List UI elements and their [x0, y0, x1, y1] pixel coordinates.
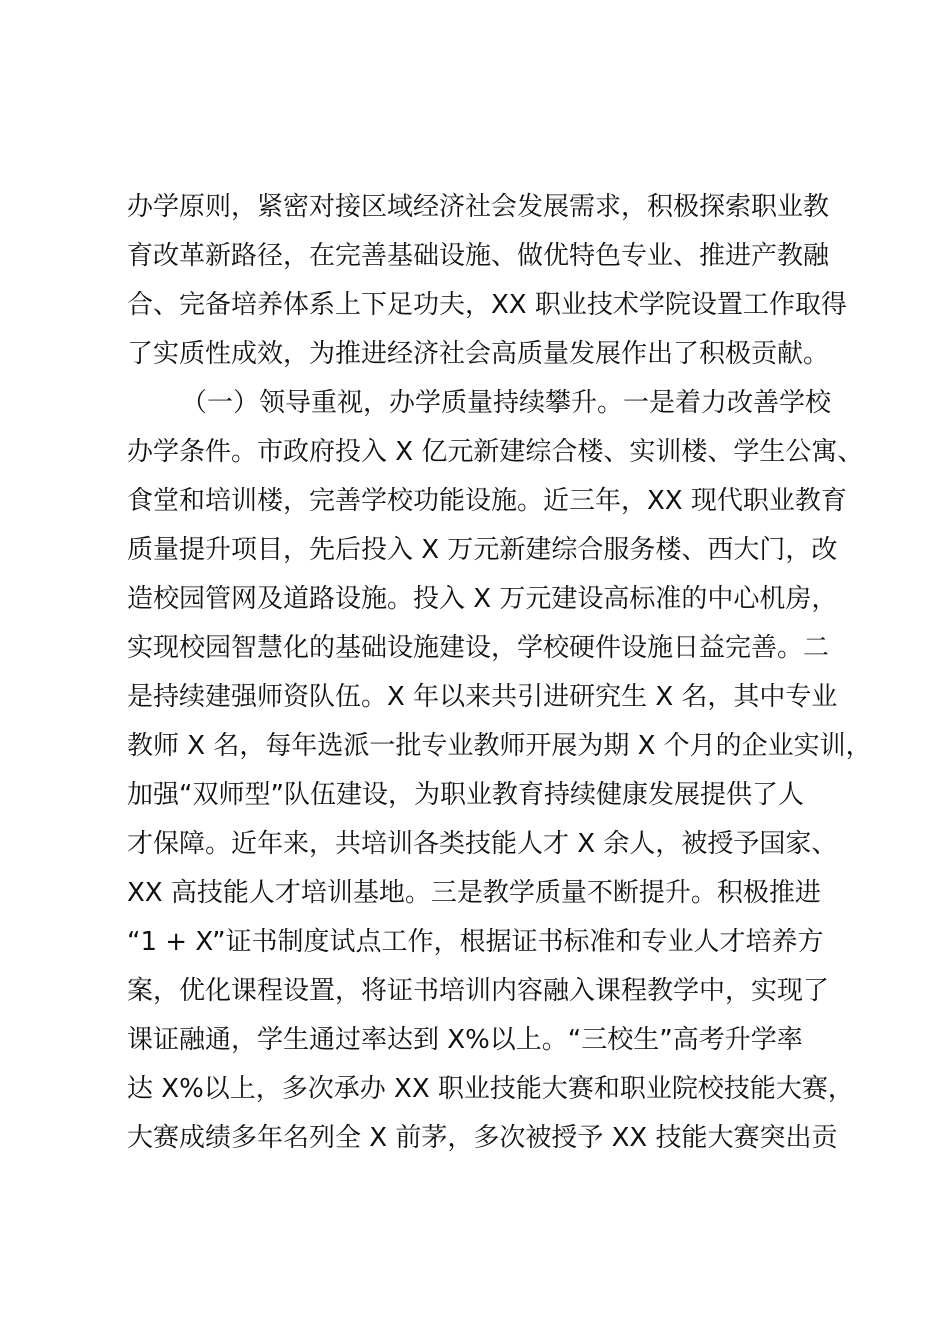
body-text [127, 185, 872, 1165]
text-line: “1 + X”证书制度试点工作，根据证书标准和专业人才培养方 [127, 927, 824, 957]
text-line: 育改革新路径，在完善基础设施、做优特色专业、推进产教融 [127, 241, 830, 271]
text-line: 造校园管网及道路设施。投入 X 万元建设高标准的中心机房， [127, 584, 838, 614]
text-line: 质量提升项目，先后投入 X 万元新建综合服务楼、西大门，改 [127, 535, 838, 565]
text-line: 食堂和培训楼，完善学校功能设施。近三年，XX 现代职业教育 [127, 486, 847, 516]
text-line: 实现校园智慧化的基础设施建设，学校硬件设施日益完善。二 [127, 633, 830, 663]
text-line: 合、完备培养体系上下足功夫，XX 职业技术学院设置工作取得 [127, 290, 847, 320]
text-line: 才保障。近年来，共培训各类技能人才 X 余人，被授予国家、 [127, 829, 838, 859]
text-line: 达 X%以上，多次承办 XX 职业技能大赛和职业院校技能大赛， [127, 1074, 854, 1104]
text-line: 是持续建强师资队伍。X 年以来共引进研究生 X 名，其中专业 [127, 682, 838, 712]
text-line: 了实质性成效，为推进经济社会高质量发展作出了积极贡献。 [127, 339, 830, 369]
text-line: 大赛成绩多年名列全 X 前茅，多次被授予 XX 技能大赛突出贡 [127, 1123, 838, 1153]
text-line: XX 高技能人才培训基地。三是教学质量不断提升。积极推进 [127, 878, 821, 908]
text-line: 加强“双师型”队伍建设，为职业教育持续健康发展提供了人 [127, 780, 804, 810]
text-line: 办学原则，紧密对接区域经济社会发展需求，积极探索职业教 [127, 192, 830, 222]
text-line: 课证融通，学生通过率达到 X%以上。“三校生”高考升学率 [127, 1025, 803, 1055]
text-line: 教师 X 名，每年选派一批专业教师开展为期 X 个月的企业实训， [127, 731, 872, 761]
text-line: 办学条件。市政府投入 X 亿元新建综合楼、实训楼、学生公寓、 [127, 437, 864, 467]
text-line: 案，优化课程设置，将证书培训内容融入课程教学中，实现了 [127, 976, 830, 1006]
section-heading-line: （一）领导重视，办学质量持续攀升。一是着力改善学校 [181, 388, 832, 418]
